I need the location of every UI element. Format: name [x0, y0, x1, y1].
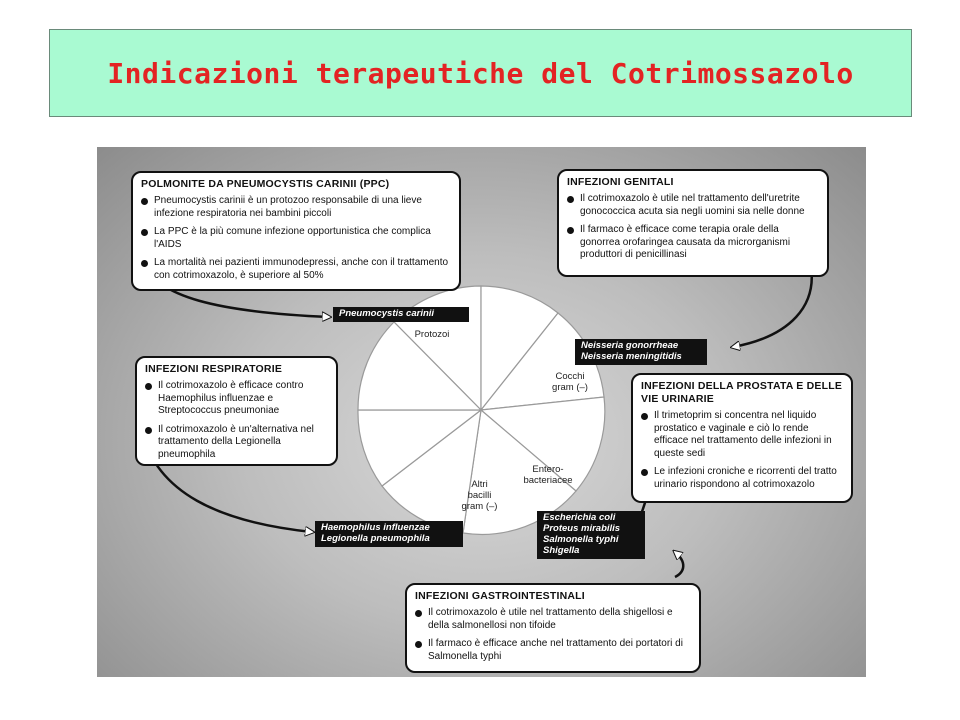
card-genital-title: INFEZIONI GENITALI [567, 176, 674, 188]
card-gastro-title: INFEZIONI GASTROINTESTINALI [415, 590, 585, 602]
wheel-label-altri-line3: gram (–) [461, 500, 498, 512]
wheel-label-cocchi-line2: gram (–) [552, 381, 588, 393]
card-prostate-item: Le infezioni croniche e ricorrenti del tratto urinario rispondono al cotrimoxazolo [641, 466, 843, 491]
indications-diagram [97, 147, 866, 677]
card-respiratory [135, 356, 338, 466]
wheel-label-cocchi-line1: Cocchi [555, 371, 585, 382]
wheel-label-entero [512, 465, 584, 487]
wheel-label-altri-line1: Altri [471, 479, 488, 490]
card-prostate [631, 373, 853, 503]
card-respiratory-list [145, 380, 328, 461]
tag-haemophilus-line: Haemophilus influenzae [321, 522, 430, 533]
tag-neisseria-line: Neisseria meningitidis [581, 350, 682, 362]
card-pcp-item: La PPC è la più comune infezione opportunistica che complica l'AIDS [141, 226, 451, 251]
card-prostate-list [641, 410, 843, 491]
card-pcp [131, 171, 461, 291]
wheel-label-altri [452, 480, 507, 513]
arrow-gastro [675, 552, 683, 577]
tag-enteric-line: Escherichia coli [543, 512, 616, 523]
card-prostate-item: Il trimetoprim si concentra nel liquido prostatico e vaginale e ciò lo rende efficace nel trattamento delle infezioni in queste sedi [641, 410, 843, 460]
card-gastro-item: Il farmaco è efficace anche nel trattamento dei portatori di Salmonella typhi [415, 638, 691, 663]
card-genital [557, 169, 829, 277]
tag-pneumocystis-line: Pneumocystis carinii [339, 308, 435, 319]
tag-haemophilus [315, 521, 463, 547]
tag-pneumocystis [333, 307, 469, 322]
card-genital-item: Il cotrimoxazolo è utile nel trattamento dell'uretrite gonococcica acuta sia negli uomini sia nelle donne [567, 193, 819, 218]
tag-enteric-line: Salmonella typhi [543, 533, 619, 545]
card-gastro-item: Il cotrimoxazolo è utile nel trattamento della shigellosi e della salmonellosi non tifoide [415, 607, 691, 632]
wheel-label-entero-line1: Entero- [532, 464, 564, 475]
page-title: Indicazioni terapeutiche del Cotrimossazolo [107, 56, 854, 90]
card-pcp-list [141, 195, 451, 282]
card-respiratory-item: Il cotrimoxazolo è un'alternativa nel trattamento della Legionella pneumophila [145, 424, 328, 462]
tag-enteric-line: Proteus mirabilis [543, 522, 621, 534]
tag-enteric-line: Shigella [543, 544, 580, 556]
title-banner [49, 29, 912, 117]
tag-haemophilus-line: Legionella pneumophila [321, 532, 430, 544]
card-prostate-title: INFEZIONI DELLA PROSTATA E DELLE VIE URINARIE [641, 380, 843, 406]
card-genital-item: Il farmaco è efficace come terapia orale della gonorrea orofaringea causata da microrganismi produttori di penicillinasi [567, 224, 819, 262]
card-respiratory-title: INFEZIONI RESPIRATORIE [145, 363, 283, 375]
wheel-label-entero-line2: bacteriacee [523, 474, 573, 486]
wheel-label-cocchi [545, 372, 595, 394]
wheel-label-protozoi: Protozoi [414, 329, 450, 340]
card-pcp-item: Pneumocystis carinii è un protozoo responsabile di una lieve infezione respiratoria nei bambini piccoli [141, 195, 451, 220]
card-respiratory-item: Il cotrimoxazolo è efficace contro Haemophilus influenzae e Streptococcus pneumoniae [145, 380, 328, 418]
card-gastro [405, 583, 701, 673]
tag-neisseria [575, 339, 707, 365]
card-gastro-list [415, 607, 691, 663]
tag-enteric [537, 511, 645, 559]
card-pcp-item: La mortalità nei pazienti immunodepressi, anche con il trattamento con cotrimoxazolo, è superiore al 50% [141, 257, 451, 282]
card-genital-list [567, 193, 819, 262]
wheel-label-altri-line2: bacilli [467, 489, 492, 501]
tag-neisseria-line: Neisseria gonorrheae [581, 340, 679, 351]
card-pcp-title: POLMONITE DA PNEUMOCYSTIS CARINII (PPC) [141, 178, 390, 190]
